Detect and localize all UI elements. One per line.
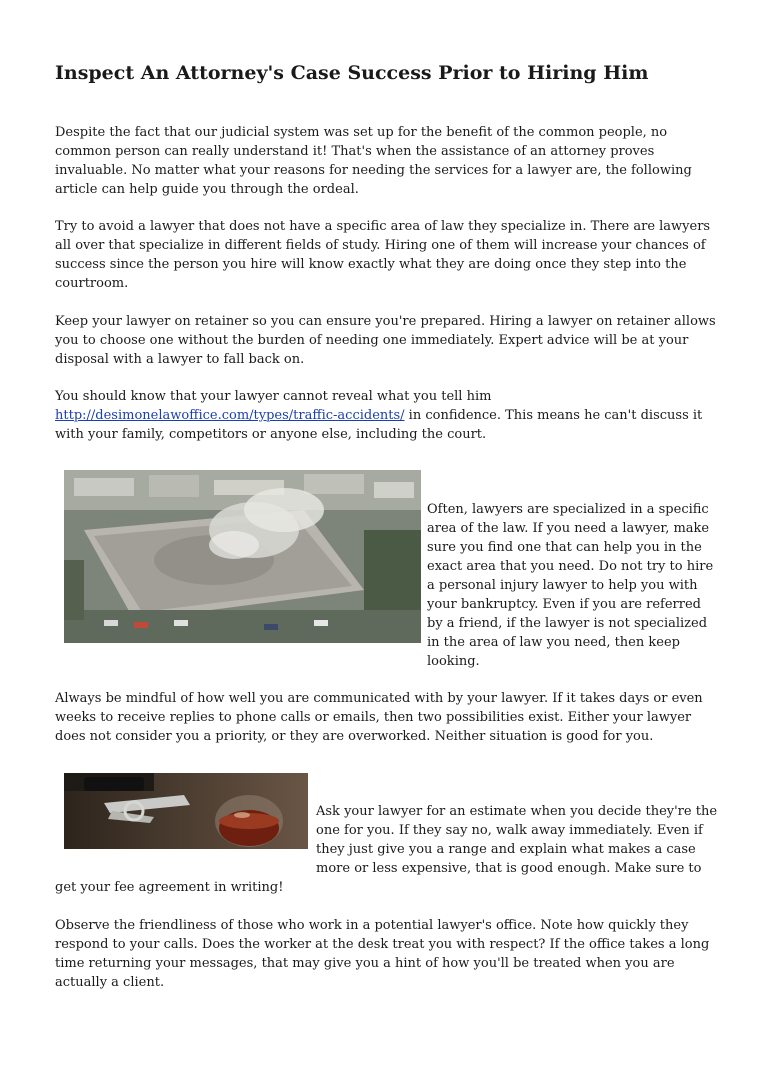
- article-title: Inspect An Attorney's Case Success Prior to Hiring Him: [55, 62, 649, 84]
- paragraph-4-rest: in confidence. This means he can't discuss it with your family, competitors or anyone else, including the court.: [55, 408, 703, 442]
- paragraph-7: Ask your lawyer for an estimate when you decide they're the one for you. If they say no, walk away immediately. Even if they just give you a range and explain what makes a case more or less expensive, that is good enough. Make sure to: [316, 804, 718, 876]
- paragraph-4-intro: You should know that your lawyer cannot reveal what you tell him: [55, 389, 492, 404]
- paragraph-2: Try to avoid a lawyer that does not have a specific area of law they specialize in. There are lawyers all over that specialize in different fields of study. Hiring one of them will increase your chances of success since the person you hire will know exactly what they are doing once they step into the courtroom.: [55, 219, 711, 291]
- paragraph-7-tail: get your fee agreement in writing!: [55, 880, 284, 895]
- traffic-accidents-link[interactable]: http://desimonelawoffice.com/types/traffic-accidents/: [55, 408, 405, 423]
- paragraph-8: Observe the friendliness of those who work in a potential lawyer's office. Note how quickly they respond to your calls. Does the worker at the desk treat you with respect? If the office takes a long time returning your messages, that may give you a hint of how you'll be treated when you are actually a client.: [55, 918, 710, 990]
- paragraph-6: Always be mindful of how well you are communicated with by your lawyer. If it takes days or even weeks to receive replies to phone calls or emails, then two possibilities exist. Either your lawyer does not consider you a priority, or they are overworked. Neither situation is good for you.: [55, 691, 703, 744]
- aerial-fire-photo: [64, 470, 421, 643]
- paragraph-3: Keep your lawyer on retainer so you can ensure you're prepared. Hiring a lawyer on retainer allows you to choose one without the burden of needing one immediately. Expert advice will be at your disposal with a lawyer to fall back on.: [55, 314, 716, 367]
- paragraph-4: [55, 387, 719, 444]
- keys-and-drink-photo: [64, 773, 308, 849]
- paragraph-5: Often, lawyers are specialized in a specific area of the law. If you need a lawyer, make sure you find one that can help you in the exact area that you need. Do not try to hire a personal injury lawyer to help you with your bankruptcy. Even if you are referred by a friend, if the lawyer is not specialized in the area of law you need, then keep looking.: [427, 502, 714, 669]
- paragraph-1: Despite the fact that our judicial system was set up for the benefit of the common people, no common person can really understand it! That's when the assistance of an attorney proves invaluable. No matter what your reasons for needing the services for a lawyer are, the following article can help guide you through the ordeal.: [55, 125, 692, 197]
